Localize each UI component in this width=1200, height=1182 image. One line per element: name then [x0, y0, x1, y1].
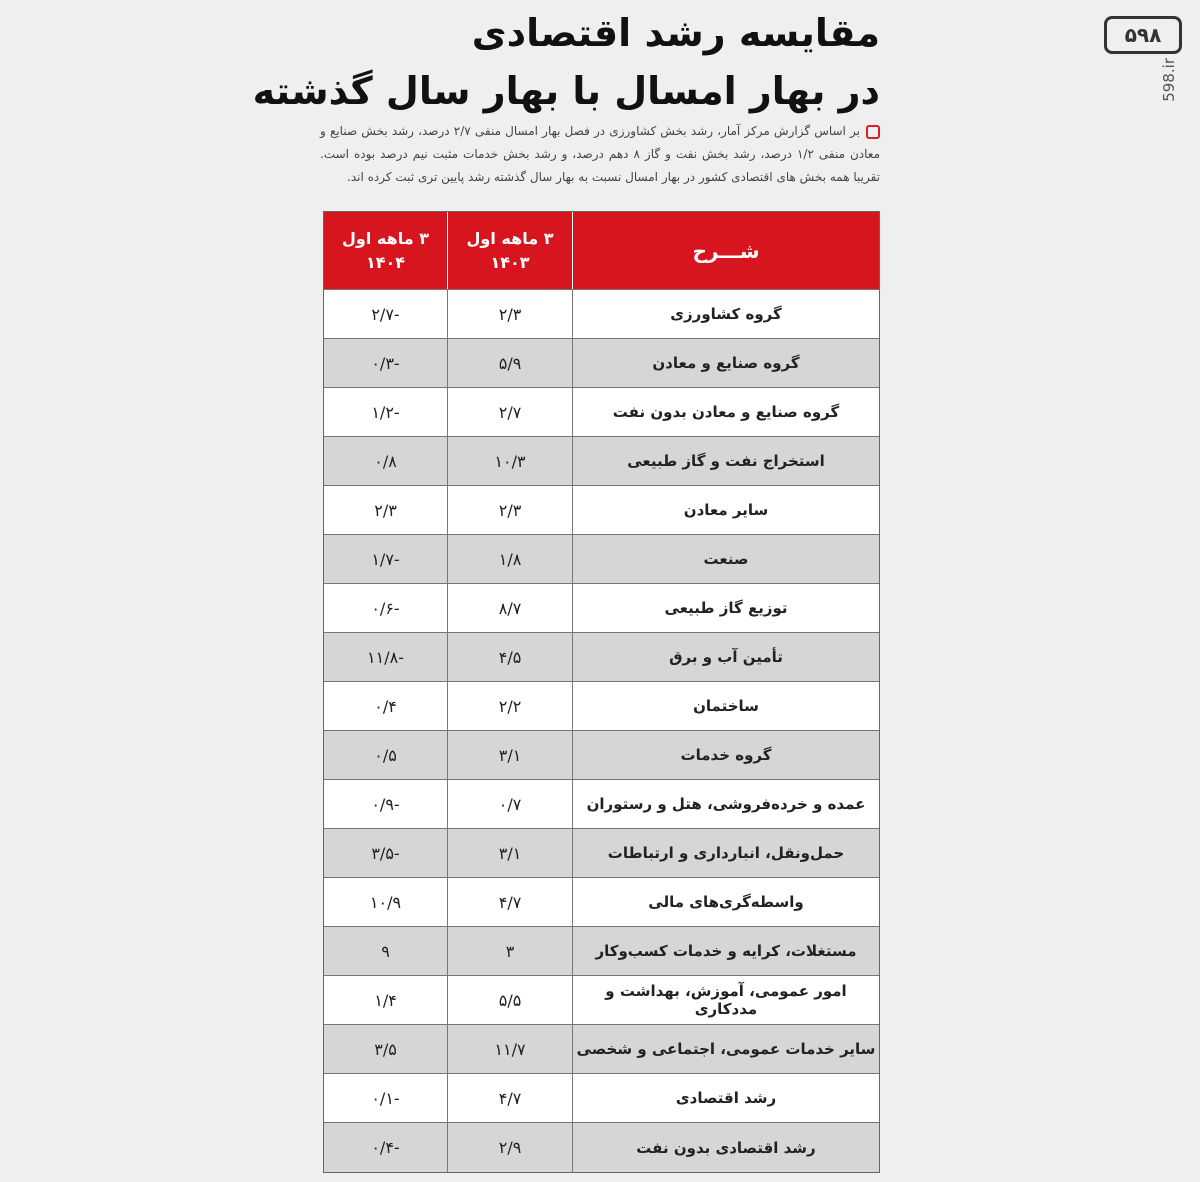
row-description: استخراج نفت و گاز طبیعی [572, 437, 879, 485]
table-row [324, 388, 879, 437]
table-row [324, 829, 879, 878]
intro-text: بر اساس گزارش مرکز آمار، رشد بخش کشاورزی در فصل بهار امسال منفی ۲/۷ درصد، رشد بخش صنایع و معادن منفی ۱/۲ درصد، رشد بخش نفت و گاز ۸ دهم درصد، و رشد بخش خدمات مثبت نیم درصد بوده است. تقریبا همه بخش های اقتصادی کشور در بهار امسال نسبت به بهار سال گذشته رشد پایین تری ثبت کرده اند. [320, 124, 881, 184]
table-row [324, 780, 879, 829]
table-row [324, 339, 879, 388]
row-description: واسطه‌گری‌های مالی [572, 878, 879, 926]
row-description: سایر معادن [572, 486, 879, 534]
row-value-1404: -۲/۷ [371, 304, 400, 324]
row-value-1404: -۰/۹ [371, 794, 400, 814]
row-value-1403: ۰/۷ [447, 780, 572, 828]
table-row [324, 927, 879, 976]
row-value-1404: -۳/۵ [371, 843, 400, 863]
growth-table [323, 211, 880, 1173]
row-value-1403: ۵/۵ [447, 976, 572, 1024]
header-1404-period: ۳ ماهه اول [342, 228, 429, 248]
row-description: عمده و خرده‌فروشی، هتل و رستوران [572, 780, 879, 828]
table-row [324, 535, 879, 584]
row-value-1403: ۳ [447, 927, 572, 975]
table-header-row [324, 212, 879, 290]
row-value-1403: ۱/۸ [447, 535, 572, 583]
row-description: تأمین آب و برق [572, 633, 879, 681]
row-description: رشد اقتصادی بدون نفت [572, 1123, 879, 1172]
row-value-1404: ۲/۳ [374, 500, 397, 520]
table-row [324, 878, 879, 927]
row-value-1403: ۲/۳ [447, 290, 572, 338]
row-value-1404: -۱/۲ [371, 402, 400, 422]
row-value-1403: ۲/۳ [447, 486, 572, 534]
row-value-1403: ۴/۷ [447, 1074, 572, 1122]
header-1403 [447, 212, 572, 289]
table-row [324, 486, 879, 535]
row-description: گروه خدمات [572, 731, 879, 779]
row-description: گروه صنایع و معادن [572, 339, 879, 387]
row-value-1404: -۰/۱ [371, 1088, 400, 1108]
row-value-1404: ۱/۴ [374, 990, 397, 1010]
table-row [324, 1123, 879, 1172]
header-description: شـــرح [572, 212, 879, 289]
row-value-1403: ۱۱/۷ [447, 1025, 572, 1073]
row-value-1403: ۵/۹ [447, 339, 572, 387]
header-1404-year: ۱۴۰۴ [365, 252, 406, 272]
row-value-1403: ۳/۱ [447, 829, 572, 877]
row-description: مستغلات، کرایه و خدمات کسب‌وکار [572, 927, 879, 975]
header-1403-period: ۳ ماهه اول [466, 228, 554, 248]
site-url: 598.ir [1160, 58, 1178, 102]
row-value-1403: ۸/۷ [447, 584, 572, 632]
row-value-1404: ۱۰/۹ [369, 892, 402, 912]
row-description: گروه صنایع و معادن بدون نفت [572, 388, 879, 436]
table-row [324, 290, 879, 339]
row-value-1404: -۰/۴ [371, 1138, 400, 1157]
row-value-1404: -۰/۶ [371, 598, 400, 618]
row-description: امور عمومی، آموزش، بهداشت و مددکاری [572, 976, 879, 1024]
row-description: توزیع گاز طبیعی [572, 584, 879, 632]
row-description: حمل‌ونقل، انبارداری و ارتباطات [572, 829, 879, 877]
table-row [324, 1025, 879, 1074]
brand-mark-icon [866, 125, 880, 139]
header-1403-year: ۱۴۰۳ [490, 252, 530, 272]
row-value-1403: ۴/۵ [447, 633, 572, 681]
page-title [180, 4, 880, 120]
table-row [324, 633, 879, 682]
row-value-1404: -۱/۷ [371, 549, 400, 569]
row-description: گروه کشاورزی [572, 290, 879, 338]
table-row [324, 976, 879, 1025]
table-row [324, 1074, 879, 1123]
row-value-1404: ۰/۴ [374, 696, 397, 716]
row-value-1403: ۲/۲ [447, 682, 572, 730]
table-row [324, 731, 879, 780]
title-line-2: در بهار امسال با بهار سال گذشته [252, 69, 880, 113]
intro-paragraph [320, 120, 880, 189]
row-description: ساختمان [572, 682, 879, 730]
row-value-1404: ۹ [381, 941, 390, 961]
row-value-1404: -۰/۳ [371, 353, 400, 373]
row-value-1403: ۳/۱ [447, 731, 572, 779]
row-value-1403: ۱۰/۳ [447, 437, 572, 485]
row-value-1403: ۴/۷ [447, 878, 572, 926]
table-row [324, 682, 879, 731]
table-row [324, 437, 879, 486]
title-line-1: مقایسه رشد اقتصادی [471, 11, 880, 55]
row-value-1404: -۱۱/۸ [367, 647, 404, 667]
row-description: رشد اقتصادی [572, 1074, 879, 1122]
header-1404 [324, 212, 447, 289]
row-value-1403: ۲/۷ [447, 388, 572, 436]
row-value-1403: ۲/۹ [447, 1123, 572, 1172]
row-description: سایر خدمات عمومی، اجتماعی و شخصی [572, 1025, 879, 1073]
table-row [324, 584, 879, 633]
row-value-1404: ۰/۸ [374, 451, 397, 471]
row-value-1404: ۳/۵ [374, 1039, 397, 1059]
row-value-1404: ۰/۵ [374, 745, 397, 765]
brand-logo: ۵۹۸ [1104, 16, 1182, 54]
row-description: صنعت [572, 535, 879, 583]
